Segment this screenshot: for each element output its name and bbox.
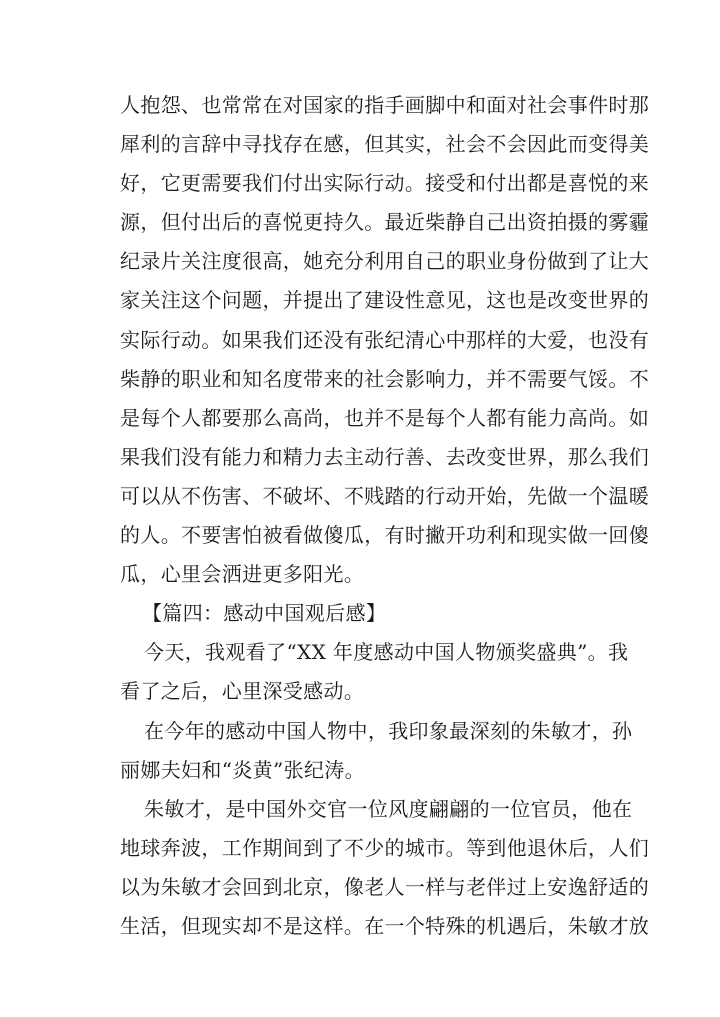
text-line: 纪录片关注度很高，她充分利用自己的职业身份做到了让大 <box>120 249 650 274</box>
paragraph-line: 在今年的感动中国人物中，我印象最深刻的朱敏才，孙 <box>144 718 633 743</box>
text-line: 实际行动。如果我们还没有张纪清心中那样的大爱，也没有 <box>120 327 650 352</box>
section-heading: 【篇四：感动中国观后感】 <box>142 601 387 626</box>
paragraph-line: 今天，我观看了“XX 年度感动中国人物颁奖盛典”。我 <box>144 640 629 665</box>
text-line: 家关注这个问题，并提出了建设性意见，这也是改变世界的 <box>120 288 650 313</box>
text-line: 果我们没有能力和精力去主动行善、去改变世界，那么我们 <box>120 444 650 469</box>
paragraph-line: 地球奔波，工作期间到了不少的城市。等到他退休后，人们 <box>120 835 650 860</box>
text-line: 瓜，心里会洒进更多阳光。 <box>120 562 365 587</box>
body-text <box>120 86 650 946</box>
paragraph-line: 以为朱敏才会回到北京，像老人一样与老伴过上安逸舒适的 <box>120 874 650 899</box>
text-line: 可以从不伤害、不破坏、不贱踏的行动开始，先做一个温暖 <box>120 483 650 508</box>
paragraph-line: 朱敏才，是中国外交官一位风度翩翩的一位官员，他在 <box>144 796 633 821</box>
text-line: 犀利的言辞中寻找存在感，但其实，社会不会因此而变得美 <box>120 132 650 157</box>
text-line: 是每个人都要那么高尚，也并不是每个人都有能力高尚。如 <box>120 405 650 430</box>
text-line: 源，但付出后的喜悦更持久。最近柴静自己出资拍摄的雾霾 <box>120 210 650 235</box>
paragraph-line: 丽娜夫妇和“炎黄”张纪涛。 <box>120 757 365 782</box>
text-line: 柴静的职业和知名度带来的社会影响力，并不需要气馁。不 <box>120 366 650 391</box>
paragraph-line: 看了之后，心里深受感动。 <box>120 679 365 704</box>
text-line: 好，它更需要我们付出实际行动。接受和付出都是喜悦的来 <box>120 171 650 196</box>
text-line: 的人。不要害怕被看做傻瓜，有时撇开功利和现实做一回傻 <box>120 523 650 548</box>
paragraph-line: 生活，但现实却不是这样。在一个特殊的机遇后，朱敏才放 <box>120 913 650 938</box>
text-line: 人抱怨、也常常在对国家的指手画脚中和面对社会事件时那 <box>120 93 650 117</box>
